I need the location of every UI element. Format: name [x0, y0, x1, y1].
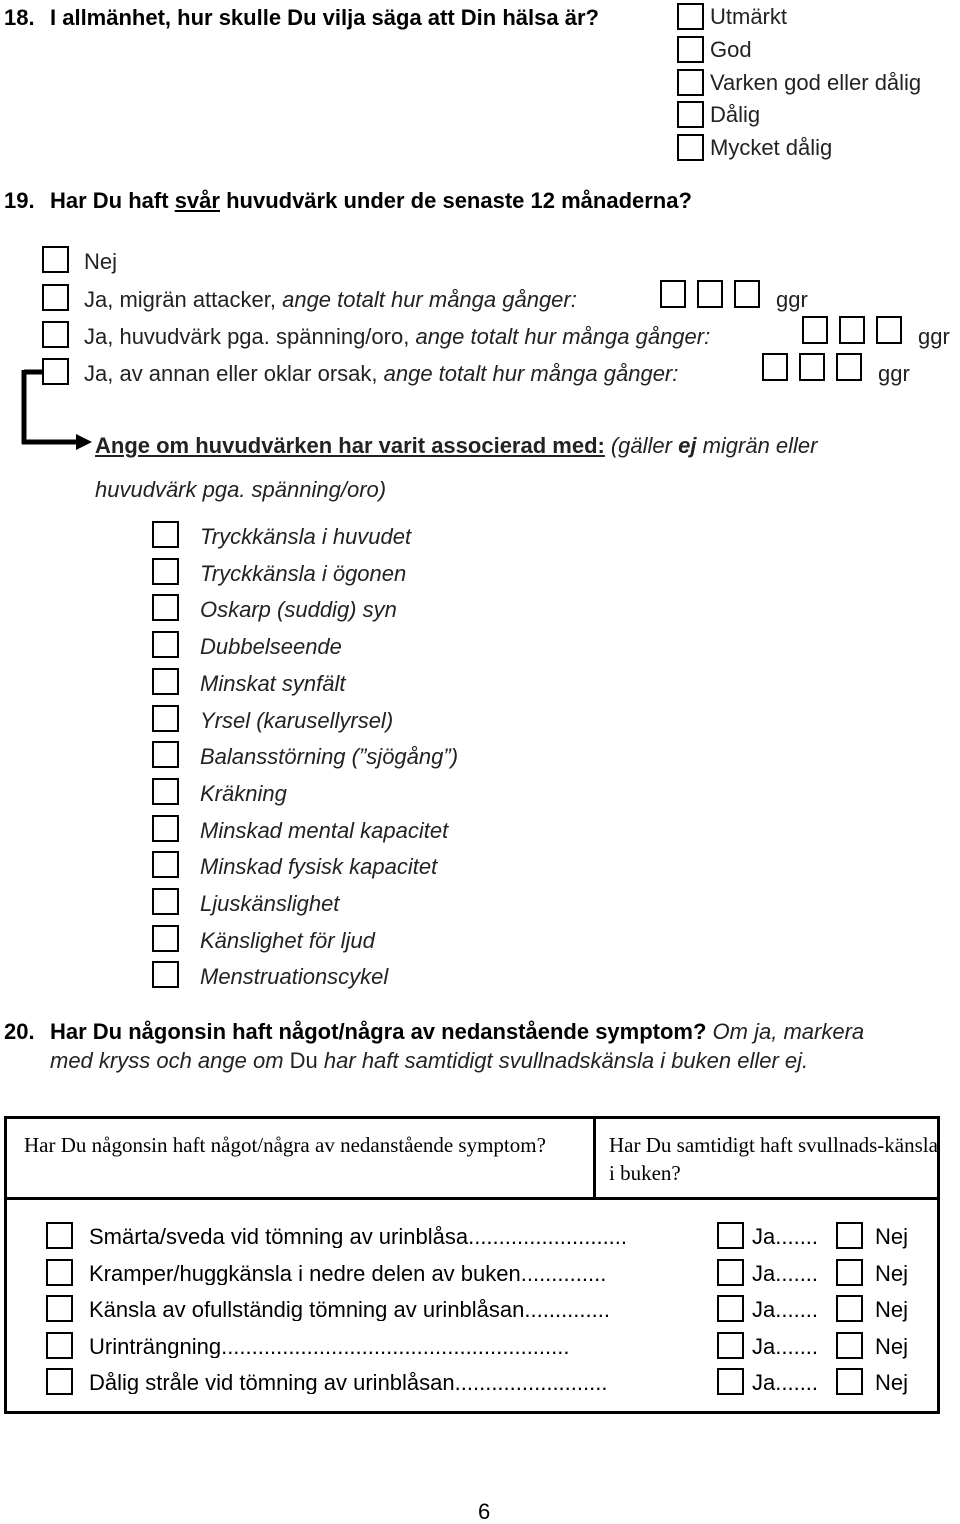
- q19-checkbox-nej[interactable]: [42, 246, 69, 273]
- q20-question-line1: [50, 1021, 864, 1043]
- table-row-label: [89, 1299, 709, 1321]
- q20-line2-plain: Du: [289, 1048, 318, 1073]
- symptom-label: Balansstörning (”sjögång”): [200, 744, 459, 770]
- yes-checkbox[interactable]: [717, 1222, 744, 1249]
- yes-dots: .......: [775, 1260, 819, 1286]
- table-row-text: Dålig stråle vid tömning av urinblåsan: [89, 1372, 455, 1395]
- symptom-label: Oskarp (suddig) syn: [200, 597, 397, 623]
- q19-migran-count-box-3[interactable]: [734, 280, 760, 308]
- q19-annan-count-box-1[interactable]: [762, 353, 788, 381]
- yes-text: Ja: [752, 1224, 776, 1249]
- q19-annan-italic: ange totalt hur många gånger:: [383, 361, 679, 386]
- symptom-checkbox[interactable]: [152, 815, 179, 842]
- table-row-dots: ..............: [524, 1299, 610, 1322]
- q19-spanning-italic: ange totalt hur många gånger:: [415, 324, 711, 349]
- q19-spanning-plain: Ja, huvudvärk pga. spänning/oro,: [84, 324, 416, 349]
- q19-spanning-count-box-2[interactable]: [839, 316, 865, 344]
- no-label: Nej: [875, 1370, 909, 1396]
- q19-assoc-line2: huvudvärk pga. spänning/oro): [95, 477, 387, 502]
- q19-spanning-unit: ggr: [918, 324, 950, 349]
- yes-dots: .......: [775, 1224, 819, 1249]
- symptom-checkbox[interactable]: [152, 705, 179, 732]
- symptom-label: Minskad fysisk kapacitet: [200, 854, 438, 880]
- symptom-label: Menstruationscykel: [200, 964, 389, 990]
- yes-text: Ja: [752, 1370, 776, 1396]
- q19-annan-label: [84, 363, 678, 385]
- no-label: Nej: [875, 1260, 909, 1286]
- table-row-text: Känsla av ofullständig tömning av urinblåsan: [89, 1299, 525, 1322]
- table-row-text: Kramper/huggkänsla i nedre delen av buken: [89, 1262, 521, 1285]
- q20-number: 20.: [4, 1019, 35, 1044]
- q19-question-part1: Har Du haft: [50, 188, 175, 213]
- q19-assoc-heading: Ange om huvudvärken har varit associerad med:: [95, 433, 605, 458]
- symptom-label: Tryckkänsla i ögonen: [200, 560, 407, 586]
- yes-text: Ja: [752, 1333, 776, 1359]
- no-checkbox[interactable]: [836, 1368, 863, 1395]
- q19-checkbox-spanning[interactable]: [42, 321, 69, 348]
- symptom-label: Minskad mental kapacitet: [200, 817, 449, 843]
- symptom-label: Minskat synfält: [200, 670, 346, 696]
- q19-assoc-italic1: (gäller: [610, 433, 679, 458]
- symptom-checkbox[interactable]: [152, 741, 179, 768]
- q19-annan-unit: ggr: [878, 361, 910, 386]
- no-label: Nej: [875, 1297, 909, 1323]
- q18-option-label-4: Mycket dålig: [710, 135, 833, 160]
- symptom-checkbox[interactable]: [152, 631, 179, 658]
- q19-question-part2: huvudvärk under de senaste 12 månaderna?: [219, 188, 692, 213]
- symptom-checkbox[interactable]: [152, 851, 179, 878]
- yes-dots: .......: [775, 1333, 819, 1359]
- table-row-label: [89, 1372, 709, 1394]
- symptom-checkbox[interactable]: [46, 1368, 73, 1395]
- q19-assoc-italic2: migrän eller: [696, 433, 818, 458]
- symptom-checkbox[interactable]: [46, 1332, 73, 1359]
- symptom-label: Yrsel (karusellyrsel): [200, 707, 394, 733]
- q18-checkbox-4[interactable]: [677, 134, 704, 161]
- q19-migran-italic: ange totalt hur många gånger:: [282, 287, 577, 312]
- symptom-label: Ljuskänslighet: [200, 891, 340, 916]
- q18-number: 18.: [4, 5, 35, 30]
- q18-checkbox-1[interactable]: [677, 36, 704, 63]
- yes-text: Ja: [752, 1297, 776, 1323]
- symptom-checkbox[interactable]: [46, 1295, 73, 1322]
- q19-migran-unit: ggr: [776, 287, 808, 312]
- yes-checkbox[interactable]: [717, 1332, 744, 1359]
- symptom-checkbox[interactable]: [152, 925, 179, 952]
- q18-checkbox-0[interactable]: [677, 3, 704, 30]
- q19-annan-count-box-3[interactable]: [836, 353, 862, 381]
- yes-label: [752, 1372, 818, 1394]
- q19-migran-label: [84, 289, 577, 311]
- table-row-dots: .........................: [454, 1372, 608, 1395]
- no-label: Nej: [875, 1224, 909, 1249]
- table-row-dots: ..........................: [468, 1226, 628, 1248]
- q18-option-label-0: Utmärkt: [710, 4, 787, 29]
- table-row-label: [89, 1226, 709, 1248]
- yes-label: [752, 1226, 818, 1248]
- q19-annan-count-box-2[interactable]: [799, 353, 825, 381]
- table-row-text: Urinträngning: [89, 1335, 222, 1358]
- yes-checkbox[interactable]: [717, 1295, 744, 1322]
- symptom-checkbox[interactable]: [46, 1222, 73, 1249]
- q20-table-column-divider: [593, 1119, 596, 1197]
- q19-annan-plain: Ja, av annan eller oklar orsak,: [84, 361, 384, 386]
- no-label: Nej: [875, 1333, 909, 1359]
- table-row-dots: .........................................................: [221, 1335, 570, 1358]
- q19-question-underlined: svår: [174, 188, 220, 213]
- symptom-checkbox[interactable]: [152, 594, 179, 621]
- q20-table-header-left: Har Du någonsin haft något/några av nedanstående symptom?: [24, 1133, 546, 1157]
- table-row-text: Smärta/sveda vid tömning av urinblåsa: [89, 1226, 469, 1248]
- q20-table-header-divider: [7, 1197, 937, 1200]
- no-checkbox[interactable]: [836, 1332, 863, 1359]
- q20-table-header-right: Har Du samtidigt haft svullnads-känsla i buken?: [609, 1133, 938, 1186]
- q20-line2-italic-a: med kryss och ange om: [50, 1048, 290, 1073]
- q18-checkbox-3[interactable]: [677, 101, 704, 128]
- symptom-checkbox[interactable]: [152, 668, 179, 695]
- symptom-label: Dubbelseende: [200, 634, 342, 660]
- symptom-checkbox[interactable]: [152, 778, 179, 805]
- yes-label: [752, 1260, 819, 1286]
- no-checkbox[interactable]: [836, 1222, 863, 1249]
- q19-migran-count-box-1[interactable]: [660, 280, 686, 308]
- table-row-label: [89, 1263, 709, 1285]
- yes-text: Ja: [752, 1260, 776, 1286]
- q19-spanning-label: [84, 326, 710, 348]
- q18-question: I allmänhet, hur skulle Du vilja säga att Din hälsa är?: [50, 5, 599, 30]
- yes-checkbox[interactable]: [717, 1368, 744, 1395]
- q18-option-label-3: Dålig: [710, 102, 761, 127]
- no-checkbox[interactable]: [836, 1295, 863, 1322]
- q20-line2-italic-b: har haft samtidigt svullnadskänsla i buken eller ej.: [317, 1048, 809, 1073]
- q19-migran-plain: Ja, migrän attacker,: [84, 287, 283, 312]
- symptom-label: Kräkning: [200, 780, 287, 806]
- q18-option-label-1: God: [710, 37, 752, 62]
- yes-label: [752, 1333, 819, 1359]
- q19-number: 19.: [4, 188, 35, 213]
- page-number: 6: [478, 1499, 491, 1524]
- q20-question-italic: Om ja, markera: [706, 1019, 865, 1044]
- table-row-dots: ..............: [520, 1262, 607, 1285]
- q20-question-bold: Har Du någonsin haft något/några av nedanstående symptom?: [50, 1019, 707, 1044]
- q18-checkbox-2[interactable]: [677, 69, 704, 96]
- q19-checkbox-migran[interactable]: [42, 284, 69, 311]
- table-row-label: [89, 1336, 709, 1358]
- symptom-label: Känslighet för ljud: [200, 927, 375, 953]
- yes-checkbox[interactable]: [717, 1259, 744, 1286]
- symptom-checkbox[interactable]: [46, 1259, 73, 1286]
- q19-assoc-ej: ej: [678, 433, 697, 458]
- yes-label: [752, 1299, 818, 1321]
- symptom-checkbox[interactable]: [152, 888, 179, 915]
- symptom-checkbox[interactable]: [152, 521, 179, 548]
- symptom-label: Tryckkänsla i huvudet: [200, 524, 412, 549]
- no-checkbox[interactable]: [836, 1259, 863, 1286]
- symptom-checkbox[interactable]: [152, 961, 179, 988]
- q19-migran-count-box-2[interactable]: [697, 280, 723, 308]
- q19-nej-label: Nej: [84, 249, 118, 274]
- q19-spanning-count-box-3[interactable]: [876, 316, 902, 344]
- yes-dots: .......: [775, 1297, 819, 1323]
- q18-option-label-2: Varken god eller dålig: [710, 70, 922, 95]
- symptom-checkbox[interactable]: [152, 558, 179, 585]
- q19-question: [50, 190, 692, 212]
- q19-spanning-count-box-1[interactable]: [802, 316, 828, 344]
- q20-question-line2: [50, 1050, 808, 1072]
- q19-assoc-line1: [95, 435, 818, 457]
- yes-dots: .......: [775, 1370, 819, 1396]
